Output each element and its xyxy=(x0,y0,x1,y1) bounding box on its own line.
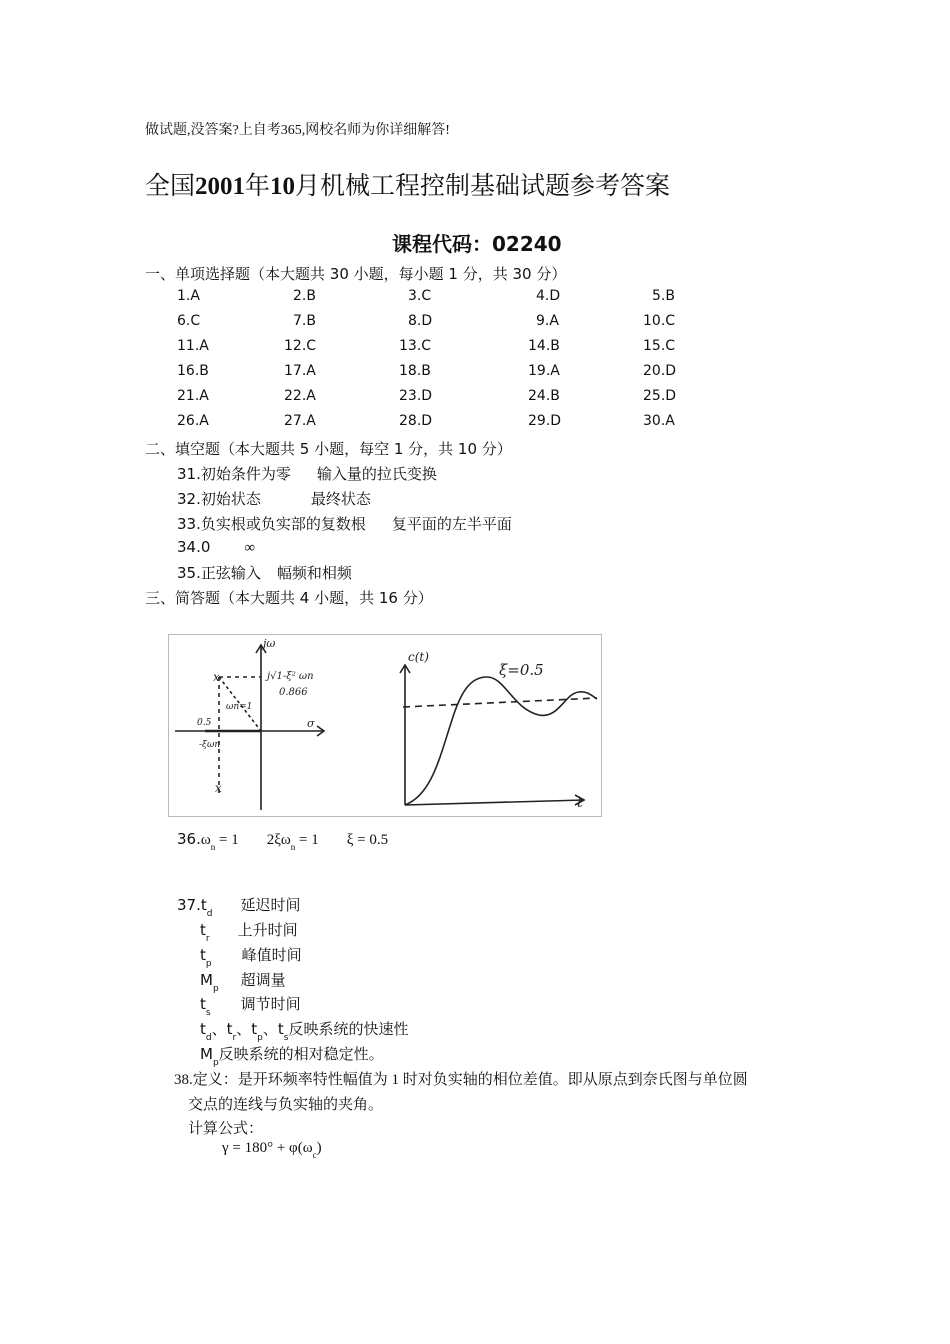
answer-row xyxy=(177,413,697,438)
q37-num: 37. xyxy=(177,896,201,914)
handwritten-figure xyxy=(168,634,602,817)
answer-cell: 18.B xyxy=(399,363,431,379)
answer-row xyxy=(177,363,697,388)
answer-cell: 21.A xyxy=(177,388,209,404)
q33-num: 33. xyxy=(177,515,201,533)
promo-line: 做试题,没答案?上自考365,网校名师为你详细解答! xyxy=(145,123,450,138)
answer-cell: 11.A xyxy=(177,338,209,354)
q37-item-text: 延迟时间 xyxy=(240,898,301,914)
pole-lower: x xyxy=(215,781,222,795)
answer-cell: 16.B xyxy=(177,363,209,379)
neg-label: -ξωn xyxy=(199,740,221,750)
imag-value: 0.866 xyxy=(279,687,308,698)
answer-31 xyxy=(177,463,437,484)
figure-svg xyxy=(169,635,601,816)
q37-item-text: 上升时间 xyxy=(237,923,298,939)
t-label: t xyxy=(577,795,583,811)
q32-b: 最终状态 xyxy=(310,492,371,508)
answer-cell: 15.C xyxy=(643,338,676,354)
q32-a: 初始状态 xyxy=(200,492,261,508)
answer-35 xyxy=(177,562,352,583)
q37-item-text: 超调量 xyxy=(240,973,286,989)
answer-cell: 1.A xyxy=(177,288,200,304)
answer-cell: 27.A xyxy=(284,413,316,429)
q36-num: 36. xyxy=(177,830,201,848)
q34-num: 34.0 xyxy=(177,538,211,556)
pole-upper: x xyxy=(213,670,220,684)
answer-row xyxy=(177,388,697,413)
q35-num: 35. xyxy=(177,564,201,582)
q37-item-text: 调节时间 xyxy=(240,997,301,1013)
answer-cell: 5.B xyxy=(652,288,675,304)
response-curve xyxy=(405,677,597,805)
q32-num: 32. xyxy=(177,490,201,508)
answer-cell: 23.D xyxy=(399,388,433,404)
answer-37-row: $t_r$ 上升时间 xyxy=(200,921,298,944)
q34-b: ∞ xyxy=(244,540,256,556)
answer-33 xyxy=(177,513,512,534)
ct-label: c(t) xyxy=(408,650,429,664)
answer-cell: 7.B xyxy=(293,313,316,329)
course-code: 课程代码：02240 xyxy=(392,232,562,256)
answer-37-row: $t_p$ 峰值时间 xyxy=(200,946,302,969)
answer-cell: 26.A xyxy=(177,413,209,429)
answer-cell: 14.B xyxy=(528,338,560,354)
answer-38-line3: 计算公式： xyxy=(188,1121,264,1137)
q37-stab-text: 反映系统的相对稳定性。 xyxy=(218,1047,384,1063)
title-year: 2001 xyxy=(195,173,246,200)
answer-cell: 30.A xyxy=(643,413,675,429)
q37-speed-text: 反映系统的快速性 xyxy=(288,1022,409,1038)
answer-cell: 19.A xyxy=(528,363,560,379)
answer-37-stability: $M_p$反映系统的相对稳定性。 xyxy=(200,1045,384,1068)
q37-item-text: 峰值时间 xyxy=(241,948,302,964)
section2-heading: 二、填空题（本大题共 5 小题，每空 1 分，共 10 分） xyxy=(145,440,512,458)
title-month: 10 xyxy=(270,173,296,200)
answer-row xyxy=(177,288,697,313)
t-axis xyxy=(405,800,584,805)
answer-cell: 10.C xyxy=(643,313,676,329)
answer-row xyxy=(177,313,697,338)
answer-37-speed: $t_d$、$t_r$、$t_p$、$t_s$反映系统的快速性 xyxy=(200,1020,409,1043)
answer-34 xyxy=(177,538,255,557)
q33-b: 复平面的左半平面 xyxy=(391,517,512,533)
answer-cell: 6.C xyxy=(177,313,201,329)
answer-cell: 8.D xyxy=(408,313,433,329)
q31-a: 初始条件为零 xyxy=(200,467,291,483)
answer-cell: 9.A xyxy=(536,313,559,329)
q35-a: 正弦输入 xyxy=(200,566,261,582)
answer-row xyxy=(177,338,697,363)
section3-heading: 三、简答题（本大题共 4 小题，共 16 分） xyxy=(145,589,433,607)
sigma-label: σ xyxy=(307,717,315,730)
q36-eq2: $2\xi\omega_n = 1$ xyxy=(266,832,319,852)
answer-38-formula: $\gamma = 180^\circ + \varphi(\omega_c)$ xyxy=(222,1140,322,1160)
q33-a: 负实根或负实部的复数根 xyxy=(200,517,366,533)
re-value: 0.5 xyxy=(197,718,212,728)
answer-37-row: $37.t_d$ 延迟时间 xyxy=(177,896,301,919)
answer-36 xyxy=(177,830,389,852)
step-response-plot xyxy=(400,665,597,805)
answer-cell: 3.C xyxy=(408,288,432,304)
choice-answer-grid xyxy=(177,288,697,438)
answer-cell: 22.A xyxy=(284,388,316,404)
jw-label: jω xyxy=(263,637,276,650)
title-prefix: 全国 xyxy=(145,173,196,200)
q36-eq1: $\omega_n = 1$ xyxy=(200,832,239,852)
q31-num: 31. xyxy=(177,465,201,483)
answer-cell: 20.D xyxy=(643,363,677,379)
answer-cell: 24.B xyxy=(528,388,560,404)
answer-cell: 12.C xyxy=(284,338,317,354)
answer-cell: 25.D xyxy=(643,388,677,404)
title-mid: 年 xyxy=(245,173,271,200)
answer-cell: 28.D xyxy=(399,413,433,429)
answer-cell: 29.D xyxy=(528,413,562,429)
answer-37-row: $t_s$ 调节时间 xyxy=(200,995,301,1018)
zeta-label: ξ=0.5 xyxy=(499,661,544,679)
imag-label: j√1-ξ² ωn xyxy=(267,671,314,682)
section1-heading: 一、单项选择题（本大题共 30 小题，每小题 1 分，共 30 分） xyxy=(145,265,567,283)
q36-eq3: ξ = 0.5 xyxy=(346,832,389,848)
page-title xyxy=(145,166,670,202)
answer-cell: 17.A xyxy=(284,363,316,379)
answer-32 xyxy=(177,488,371,509)
answer-37-row: $M_p$ 超调量 xyxy=(200,971,286,994)
answer-cell: 13.C xyxy=(399,338,432,354)
answer-cell: 4.D xyxy=(536,288,561,304)
title-suffix: 月机械工程控制基础试题参考答案 xyxy=(295,173,671,200)
q31-b: 输入量的拉氏变换 xyxy=(316,467,437,483)
wn-label: ωn=1 xyxy=(226,702,253,712)
q35-b: 幅频和相频 xyxy=(276,566,352,582)
answer-38-line2: 交点的连线与负实轴的夹角。 xyxy=(188,1097,384,1113)
answer-cell: 2.B xyxy=(293,288,316,304)
answer-38-line1: 38.定义：是开环频率特性幅值为 1 时对负实轴的相位差值。即从原点到奈氏图与单位圆 xyxy=(174,1072,748,1088)
